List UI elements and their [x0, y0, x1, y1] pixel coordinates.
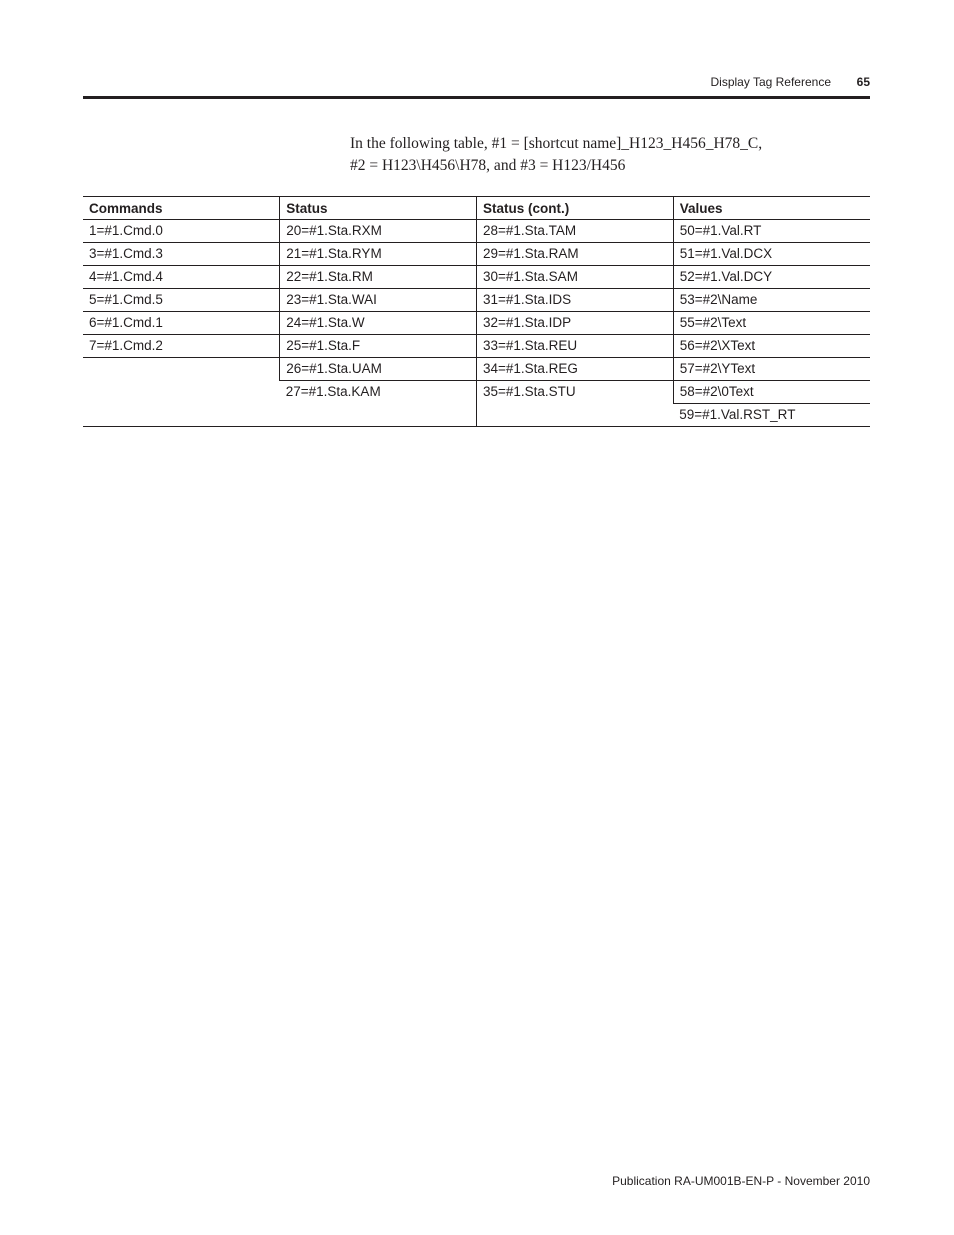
cell-status: 22=#1.Sta.RM — [280, 266, 477, 289]
column-header-status: Status — [280, 197, 477, 220]
cell-status: 26=#1.Sta.UAM — [280, 358, 477, 381]
cell-value: 55=#2\Text — [673, 312, 870, 335]
intro-paragraph — [350, 133, 870, 177]
display-tag-table — [83, 196, 870, 427]
cell-value: 57=#2\YText — [673, 358, 870, 381]
cell-status: 21=#1.Sta.RYM — [280, 243, 477, 266]
header-rule — [83, 96, 870, 99]
cell-status-cont: 28=#1.Sta.TAM — [477, 220, 674, 243]
cell-status-cont: 30=#1.Sta.SAM — [477, 266, 674, 289]
table-header-row — [83, 197, 870, 220]
cell-status-cont: 34=#1.Sta.REG — [477, 358, 674, 381]
cell-command: 6=#1.Cmd.1 — [83, 312, 280, 335]
table-row — [83, 243, 870, 266]
cell-command: 1=#1.Cmd.0 — [89, 223, 163, 238]
cell-status-cont: 33=#1.Sta.REU — [477, 335, 674, 358]
page-number: 65 — [856, 75, 870, 89]
cell-status: 24=#1.Sta.W — [280, 312, 477, 335]
cell-command: 3=#1.Cmd.3 — [83, 243, 280, 266]
column-header-values: Values — [673, 197, 870, 220]
cell-command-empty — [83, 358, 280, 427]
cell-status-cont: 32=#1.Sta.IDP — [477, 312, 674, 335]
cell-status-cont: 29=#1.Sta.RAM — [477, 243, 674, 266]
table-row — [83, 289, 870, 312]
column-header-commands: Commands — [89, 200, 163, 216]
page-header — [83, 73, 870, 91]
cell-value: 53=#2\Name — [673, 289, 870, 312]
cell-value: 59=#1.Val.RST_RT — [673, 404, 870, 427]
column-header-status-cont: Status (cont.) — [477, 197, 674, 220]
running-header-title: Display Tag Reference — [710, 75, 831, 89]
cell-value: 52=#1.Val.DCY — [673, 266, 870, 289]
intro-line-2: #2 = H123\H456\H78, and #3 = H123/H456 — [350, 157, 626, 174]
cell-status: 20=#1.Sta.RXM — [280, 220, 477, 243]
table-row — [83, 312, 870, 335]
cell-status-cont: 31=#1.Sta.IDS — [477, 289, 674, 312]
cell-status: 25=#1.Sta.F — [280, 335, 477, 358]
intro-line-1: In the following table, #1 = [shortcut name]_H123_H456_H78_C, — [350, 135, 763, 152]
table-row — [83, 266, 870, 289]
cell-value: 58=#2\0Text — [673, 381, 870, 404]
table-row — [83, 358, 870, 381]
cell-command: 4=#1.Cmd.4 — [83, 266, 280, 289]
cell-value: 50=#1.Val.RT — [673, 220, 870, 243]
cell-value: 51=#1.Val.DCX — [673, 243, 870, 266]
publication-footer: Publication RA-UM001B-EN-P - November 2010 — [612, 1174, 870, 1188]
cell-status: 27=#1.Sta.KAM — [280, 381, 477, 427]
table-row — [83, 335, 870, 358]
cell-status-cont: 35=#1.Sta.STU — [477, 381, 674, 427]
cell-command: 5=#1.Cmd.5 — [83, 289, 280, 312]
cell-command: 7=#1.Cmd.2 — [83, 335, 280, 358]
cell-value: 56=#2\XText — [673, 335, 870, 358]
cell-status: 23=#1.Sta.WAI — [280, 289, 477, 312]
table-row — [83, 220, 870, 243]
